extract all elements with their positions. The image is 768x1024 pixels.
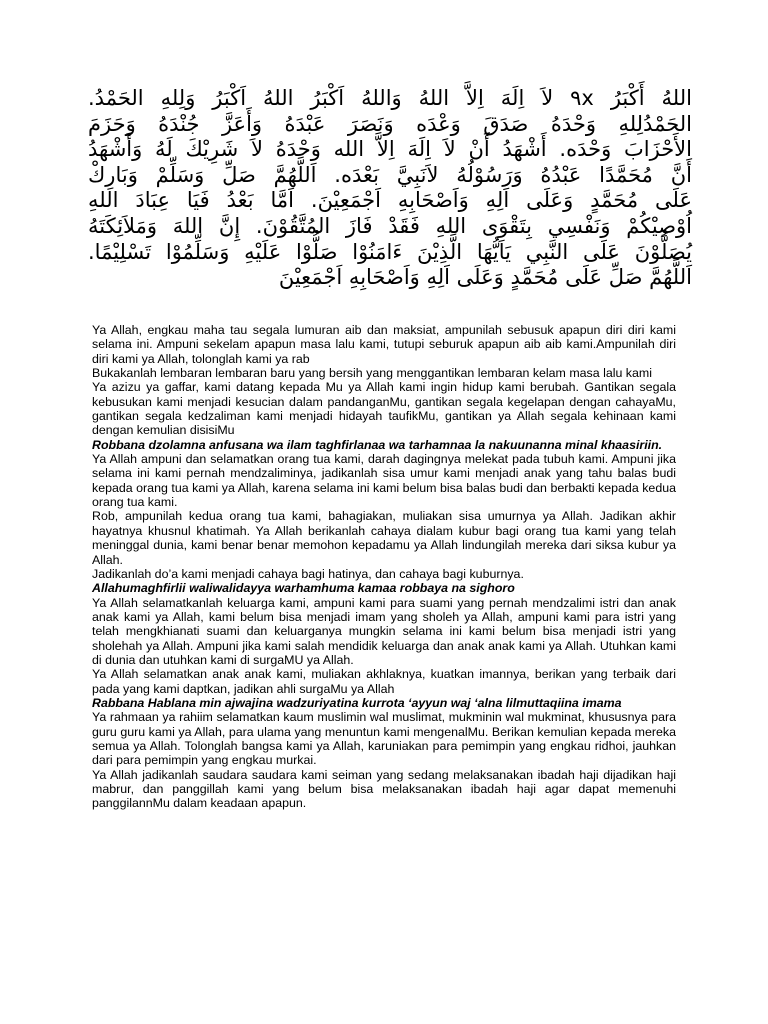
doa-verse: Rabbana Hablana min ajwajina wadzuriyatina kurrota ‘ayyun waj ‘alna lilmuttaqiina imama (92, 695, 622, 710)
prayer-paragraph: Ya Allah, engkau maha tau segala lumuran aib dan maksiat, ampunilah sebusuk apapun diri diri kami selama ini. Ampuni sekelam apapun masa lalu kami, tutupi seburuk apapun aib aib kami.Ampunilah diri diri kami ya Allah, tolonglah kami ya rab (92, 323, 676, 366)
doa-verse: Allahumaghfirlii waliwalidayya warhamhuma kamaa robbaya na sighoro (92, 581, 515, 596)
arabic-line: الأَحْزَابَ وَحْدَه. أَشْهَدُ أَنْ لاَ اِلَهَ اِلاَّ الله وَحْدَهُ لاَ شَرِيْكَ لَهُ وَأَشْهَدُ (88, 137, 692, 162)
arabic-opening-block (88, 86, 692, 291)
arabic-line: اُوْصِيْكُمْ وَنَفْسِي بِتَقْوَى اللهِ فَقَدْ فَازَ المُتَّقُوْنَ. إِنَّ اللهَ وَمَلاَئِكَتَهُ (88, 213, 692, 238)
prayer-text-block (92, 323, 676, 811)
prayer-paragraph: Ya Allah jadikanlah saudara saudara kami seiman yang sedang melaksanakan ibadah haji dijadikan haji mabrur, dan panggillah kami yang belum bisa melaksanakan ibadah haji agar dapat memenuhi panggilannMu dalam keadaan apapun. (92, 767, 676, 811)
arabic-line: عَلَى مُحَمَّدٍ وَعَلَى اَلِهِ وَاَصْحَابِهِ اَجْمَعِيْنَ. اَمَّا بَعْدُ فَيَا عِبَادَ اللهِ (88, 188, 692, 213)
prayer-paragraph: Ya Allah selamatkanlah keluarga kami, ampuni kami para suami yang pernah mendzalimi istri dan anak anak kami ya Allah, kami belum bisa menjadi imam yang sholeh ya Allah, ampuni kami para istri yang telah mengkhianati suami dan keluarganya mungkin selama ini kami belum bisa menjadi istri yang sholehah ya Allah. Ampuni jika kami salah mendidik keluarga dan anak anak kami ya Allah. Utuhkan kami di dunia dan utuhkan kami di surgaMU ya Allah. (92, 595, 676, 667)
prayer-paragraph: Rob, ampunilah kedua orang tua kami, bahagiakan, muliakan sisa umurnya ya Allah. Jadikan akhir hayatnya khusnul khatimah. Ya Allah berikanlah cahaya dialam kubur bagi orang tua kami yang telah meninggal dunia, kami benar benar memohon kepadamu ya Allah lindungilah mereka dari siksa kubur ya Allah. (92, 509, 676, 567)
arabic-line: يُصَلُّوْنَ عَلَى النَّبِي يَاَيُّهَا الَّذِيْنَ ءَامَنُوْا صَلُّوْا عَلَيْهِ وَسَلِّمُوْا تَسْلِيْمًا. (88, 239, 692, 264)
prayer-paragraph: Jadikanlah do’a kami menjadi cahaya bagi hatinya, dan cahaya bagi kuburnya. (92, 566, 524, 581)
arabic-line: أَنَّ مُحَمَّدًا عَبْدُهُ وَرَسُوْلُهُ لاَنَبِيَّ بَعْدَه. اَللَّهُمَّ صَلِّ وَسَلِّمْ وَبَارِكْ (88, 162, 692, 187)
prayer-paragraph: Ya rahmaan ya rahiim selamatkan kaum muslimin wal muslimat, mukminin wal mukminat, khususnya para guru guru kami ya Allah, para ulama yang menuntun kami mengenalMu. Berikan kemulian kepada mereka semua ya Allah. Tolonglah bangsa kami ya Allah, karuniakan para pemimpin yang engkau ridhoi, jauhkan dari para pemimpin yang engkau murkai. (92, 710, 676, 768)
arabic-line: اَللَّهُمَّ صَلِّ عَلَى مُحَمَّدٍ وَعَلَى اَلِهِ وَاَصْحَابِهِ اَجْمَعِيْنَ (278, 265, 692, 290)
prayer-paragraph: Ya azizu ya gaffar, kami datang kepada Mu ya Allah kami ingin hidup kami berubah. Gantikan segala kebusukan kami menjadi kesucian dalam pandanganMu, gantikan segala kegelapan dengan cahayaMu, gantikan segala kedzaliman kami menjadi hidayah taufikMu, gantikan ya Allah segala kehinaan kami dengan kemulian disisiMu (92, 380, 676, 438)
prayer-paragraph: Ya Allah selamatkan anak anak kami, muliakan akhlaknya, kuatkan imannya, berikan yang terbaik dari pada yang kami daptkan, jadikan ahli surgaMu ya Allah (92, 667, 676, 696)
doa-verse: Robbana dzolamna anfusana wa ilam taghfirlanaa wa tarhamnaa la nakuunanna minal khaasiriin. (92, 437, 663, 452)
arabic-line: اللهُ أَكْبَرُ ٩x لاَ اِلَهَ اِلاَّ اللهُ وَاللهُ اَكْبَرُ اللهُ اَكْبَرُ وَلِلهِ الحَمْدُ. (88, 86, 692, 110)
arabic-line: الحَمْدُلِلهِ وَحْدَهُ صَدَقَ وَعْدَه وَنَصَرَ عَبْدَهُ وَأَعَزَّ جُنْدَهُ وَحَزَمَ (88, 111, 692, 136)
prayer-paragraph: Bukakanlah lembaran lembaran baru yang bersih yang menggantikan lembaran kelam masa lalu kami (92, 366, 652, 381)
prayer-paragraph: Ya Allah ampuni dan selamatkan orang tua kami, darah dagingnya melekat pada tubuh kami. Ampuni jika selama ini kami pernah mendzaliminya, jadikanlah sisa umur kami menjadi anak yang tahu balas budi kepada orang tua kami ya Allah, karena selama ini kami belum bisa balas budi dan berbakti kepada kedua orang tua kami. (92, 452, 676, 510)
